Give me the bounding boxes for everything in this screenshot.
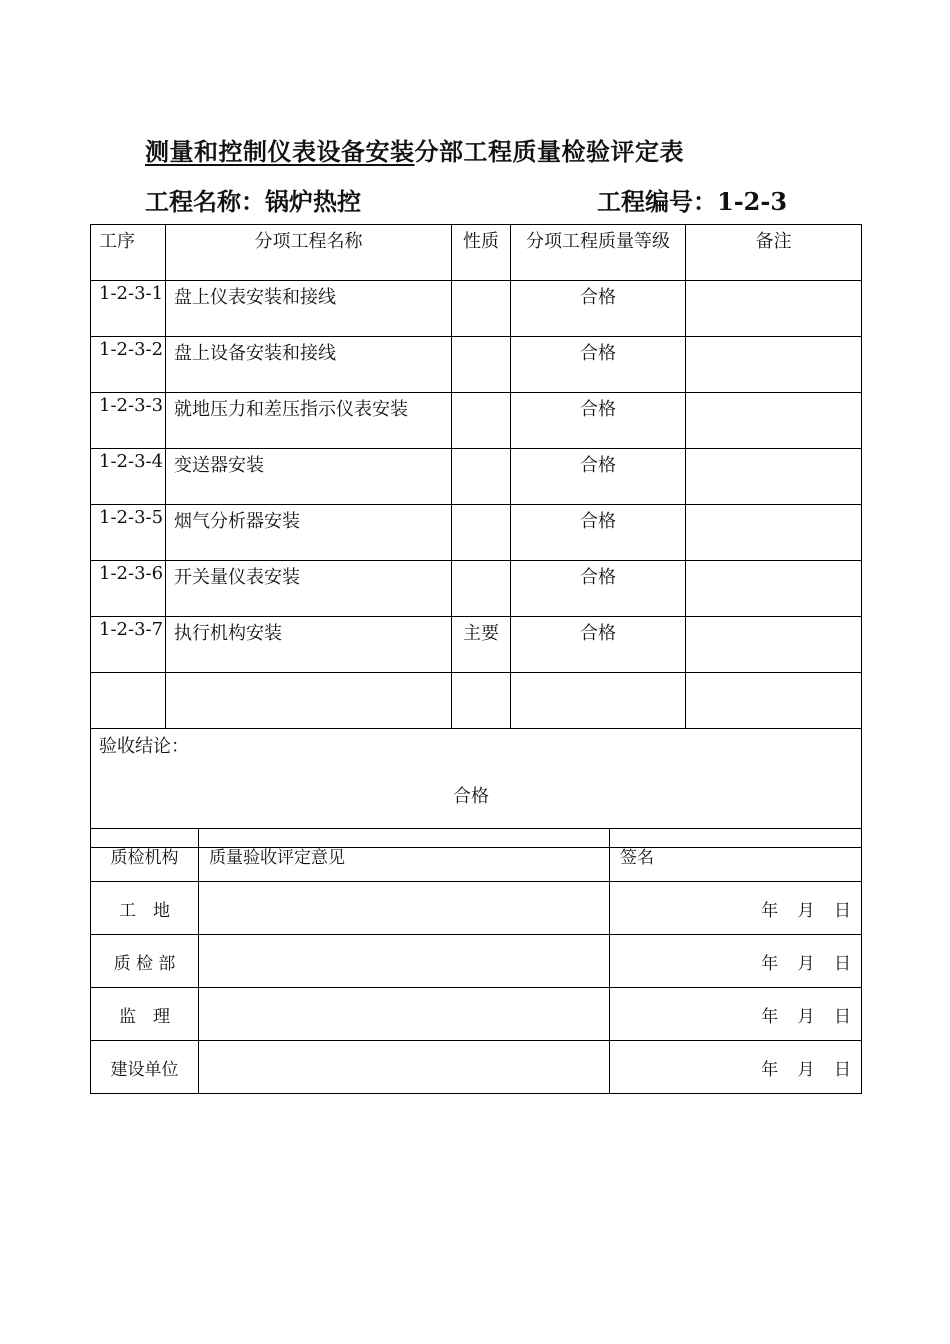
inspection-date: 年 月 日 (610, 882, 862, 935)
row-nature: 主要 (452, 617, 511, 673)
table-row (91, 505, 862, 561)
row-code: 1-2-3-3 (91, 393, 166, 449)
row-grade: 合格 (511, 337, 686, 393)
row-remark (686, 449, 862, 505)
row-nature (452, 449, 511, 505)
row-code (91, 673, 166, 729)
table-row (91, 882, 862, 935)
row-code: 1-2-3-5 (91, 505, 166, 561)
row-grade: 合格 (511, 505, 686, 561)
table-row (91, 281, 862, 337)
table-row (91, 449, 862, 505)
row-remark (686, 561, 862, 617)
header-cell: 工序 (91, 225, 166, 281)
row-remark (686, 337, 862, 393)
inspection-org: 质 检 部 (91, 935, 199, 988)
table-row (91, 617, 862, 673)
row-nature (452, 505, 511, 561)
page-title-underlined: 测量和控制仪表设备安装 (145, 137, 415, 166)
row-remark (686, 617, 862, 673)
row-remark (686, 281, 862, 337)
inspection-opinion (199, 1041, 610, 1094)
header-cell: 分项工程名称 (166, 225, 452, 281)
row-remark (686, 393, 862, 449)
row-remark (686, 505, 862, 561)
header-cell: 备注 (686, 225, 862, 281)
inspection-opinion (199, 988, 610, 1041)
items-table-header (91, 225, 862, 281)
row-grade: 合格 (511, 561, 686, 617)
row-name: 烟气分析器安装 (166, 505, 452, 561)
row-nature (452, 561, 511, 617)
row-name: 盘上仪表安装和接线 (166, 281, 452, 337)
inspection-date: 年 月 日 (610, 935, 862, 988)
row-name: 盘上设备安装和接线 (166, 337, 452, 393)
inspection-opinion (199, 882, 610, 935)
conclusion-value: 合格 (453, 786, 489, 807)
inspection-table (90, 828, 862, 1094)
row-name: 执行机构安装 (166, 617, 452, 673)
table-row (91, 1041, 862, 1094)
header-cell: 质检机构 (91, 829, 199, 882)
row-remark (686, 673, 862, 729)
page-title-rest: 分部工程质量检验评定表 (414, 137, 684, 166)
row-grade: 合格 (511, 393, 686, 449)
project-name (145, 182, 361, 217)
row-code: 1-2-3-6 (91, 561, 166, 617)
project-number (597, 182, 787, 217)
table-row (91, 393, 862, 449)
table-row (91, 337, 862, 393)
table-row (91, 561, 862, 617)
project-name-value: 锅炉热控 (265, 187, 361, 216)
header-cell: 性质 (452, 225, 511, 281)
row-nature (452, 393, 511, 449)
row-name: 开关量仪表安装 (166, 561, 452, 617)
project-number-label: 工程编号： (597, 187, 717, 216)
row-nature (452, 673, 511, 729)
row-grade: 合格 (511, 617, 686, 673)
row-code: 1-2-3-4 (91, 449, 166, 505)
table-row (91, 673, 862, 729)
header-cell: 质量验收评定意见 (199, 829, 610, 882)
row-name: 就地压力和差压指示仪表安装 (166, 393, 452, 449)
conclusion-label: 验收结论： (99, 736, 189, 757)
inspection-org: 监 理 (91, 988, 199, 1041)
table-row (91, 935, 862, 988)
inspection-org: 工 地 (91, 882, 199, 935)
row-name: 变送器安装 (166, 449, 452, 505)
inspection-date: 年 月 日 (610, 1041, 862, 1094)
row-code: 1-2-3-2 (91, 337, 166, 393)
row-grade: 合格 (511, 281, 686, 337)
header-cell: 签名 (610, 829, 862, 882)
inspection-date: 年 月 日 (610, 988, 862, 1041)
row-grade: 合格 (511, 449, 686, 505)
row-nature (452, 281, 511, 337)
header-cell: 分项工程质量等级 (511, 225, 686, 281)
row-name (166, 673, 452, 729)
items-table (90, 224, 862, 848)
page-title (145, 132, 684, 167)
row-code: 1-2-3-1 (91, 281, 166, 337)
row-code: 1-2-3-7 (91, 617, 166, 673)
inspection-table-header (91, 829, 862, 882)
inspection-opinion (199, 935, 610, 988)
project-name-label: 工程名称： (145, 187, 265, 216)
table-row (91, 988, 862, 1041)
row-grade (511, 673, 686, 729)
project-number-value: 1-2-3 (717, 187, 788, 216)
row-nature (452, 337, 511, 393)
inspection-org: 建设单位 (91, 1041, 199, 1094)
